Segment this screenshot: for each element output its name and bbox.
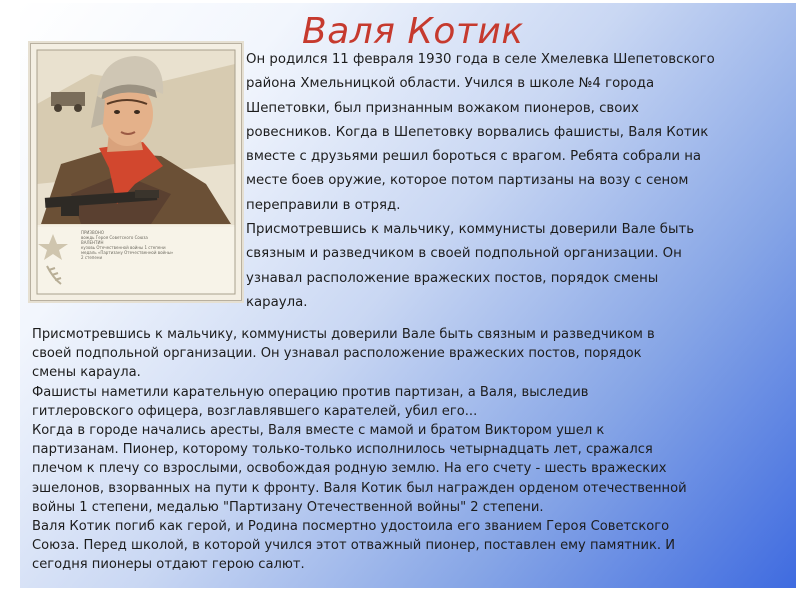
biography-paragraph: Присмотревшись к мальчику, коммунисты доверили Вале быть связным и разведчиком в своей подпольной организации. Он узнавал расположение вражеских постов, порядок смены караула. — [32, 327, 655, 381]
portrait-vehicle-wheel — [54, 104, 62, 112]
caption-line: кузовь Отечественной войны 1 степени — [81, 245, 166, 250]
biography-paragraph: Когда в городе начались аресты, Валя вместе с мамой и братом Виктором ушел к партизанам. Пионер, которому только-только исполнилось четырнадцать лет, сражался плечом к плечу со взрослыми, освобождая родную землю. На его счету - шесть вражеских эшелонов, взорванных на пути к фронту. Валя Котик был награжден орденом отечественной войны 1 степени, медалью "Партизану Отечественной войны" 2 степени. — [32, 423, 687, 515]
caption-line: 2 степени — [81, 255, 103, 260]
caption-line: вождь Героя Советского Союза — [81, 235, 148, 240]
biography-paragraph: Валя Котик погиб как герой, и Родина посмертно удостоила его званием Героя Советского Союза. Перед школой, в которой учился этот отважный пионер, поставлен ему памятник. И сегодня пионеры отдают герою салют. — [32, 519, 676, 573]
portrait-rifle-grip — [135, 190, 159, 198]
portrait-eye — [114, 110, 120, 114]
caption-line: ПРИЗВОНО — [81, 230, 105, 235]
biography-top — [246, 48, 791, 315]
portrait-image — [30, 43, 242, 301]
caption-line: медаль «Партизану Отечественной войны» — [81, 250, 174, 255]
slide-title: Валя Котик — [302, 11, 524, 52]
slide — [20, 3, 796, 588]
portrait-eye — [134, 110, 140, 114]
portrait-vehicle — [51, 92, 85, 106]
caption-line: ВАЛЕНТИН — [81, 240, 104, 245]
biography-paragraph: Присмотревшись к мальчику, коммунисты доверили Вале быть связным и разведчиком в своей подпольной организации. Он узнавал расположение вражеских постов, порядок смены караула. — [246, 222, 695, 310]
biography-paragraph: Он родился 11 февраля 1930 года в селе Хмелевка Шепетовского района Хмельницкой области. Учился в школе №4 города Шепетовки, был признанным вожаком пионеров, своих ровесников. Когда в Шепетовку ворвались фашисты, Валя Котик вместе с друзьями решил бороться с врагом. Ребята собрали на месте боев оружие, которое потом партизаны на возу с сеном переправили в отряд. — [246, 52, 715, 213]
portrait-illustration — [31, 44, 241, 300]
biography-paragraph: Фашисты наметили карательную операцию против партизан, а Валя, выследив гитлеровского офицера, возглавлявшего карателей, убил его... — [32, 384, 589, 419]
portrait-rifle-magazine — [61, 202, 79, 216]
biography-bottom — [32, 325, 792, 575]
portrait-vehicle-wheel — [74, 104, 82, 112]
portrait-caption — [81, 230, 231, 260]
